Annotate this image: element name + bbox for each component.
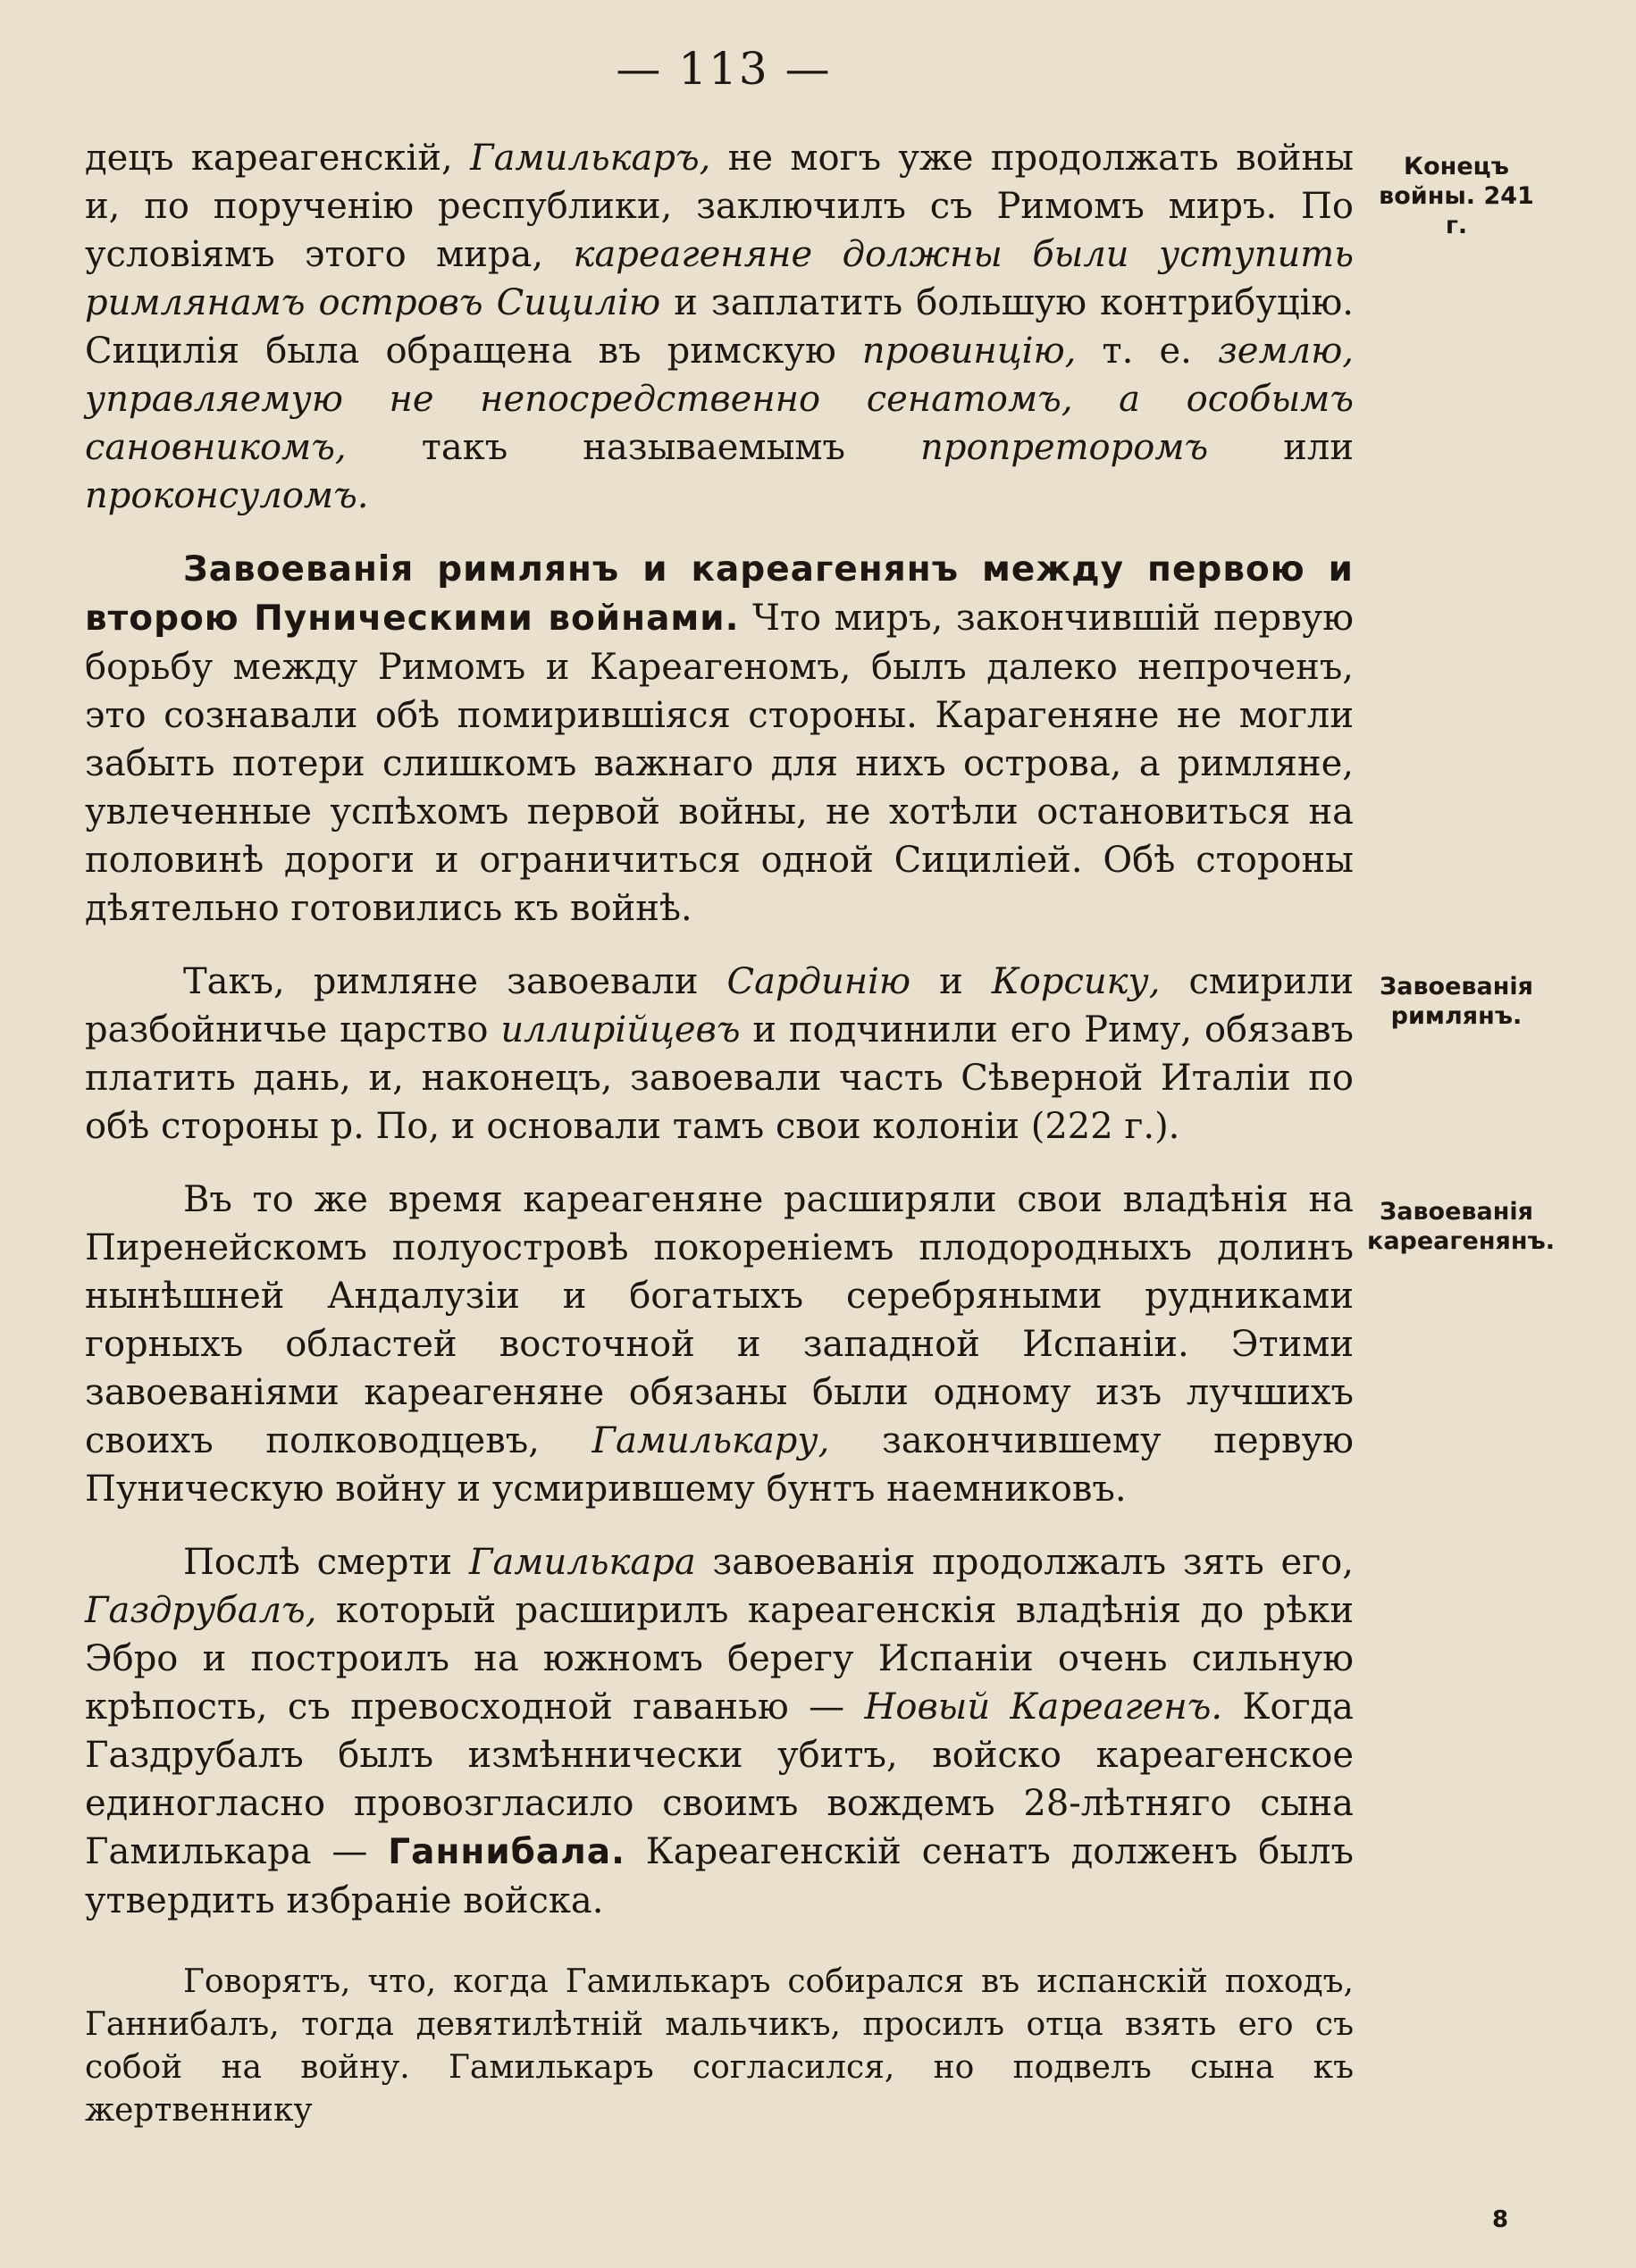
signature-mark: 8 bbox=[1492, 2206, 1509, 2233]
page-number: — 113 — bbox=[616, 43, 832, 95]
paragraph-hasdrubal-hannibal: Послѣ смерти Гамилькара завоеванія продолжалъ зять его, Газдрубалъ, который расширилъ кареагенскія владѣнія до рѣки Эбро и построилъ на южномъ берегу Испаніи очень сильную крѣпость, съ превосходной гаванью — Новый Кареагенъ. Когда Газдрубалъ былъ измѣннически убитъ, войско кареагенское единогласно провозгласило своимъ вождемъ 28-лѣтняго сына Гамилькара — Ганнибала. Кареагенскій сенатъ долженъ былъ утвердить избраніе войска. bbox=[85, 1542, 1355, 1921]
main-text bbox=[85, 134, 1354, 2164]
margin-note-end-of-war: Конецъ войны. 241 г. bbox=[1379, 153, 1534, 239]
margin-note-roman-conquests: Завоеванія римлянъ. bbox=[1380, 973, 1533, 1030]
paragraph-end-of-war: децъ кареагенскій, Гамилькаръ, не могъ уже продолжать войны и, по порученію республики, заключилъ съ Римомъ миръ. По условіямъ этого мира, кареагеняне должны были уступить римлянамъ островъ Сицилію и заплатить большую контрибуцію. Сицилія была обращена въ римскую провинцію, т. е. землю, управляемую не непосредственно сенатомъ, а особымъ сановникомъ, такъ называемымъ пропреторомъ или проконсуломъ. bbox=[85, 138, 1355, 516]
paragraph-small-print: Говорятъ, что, когда Гамилькаръ собирался въ испанскій походъ, Ганнибалъ, тогда девятилѣтній мальчикъ, просилъ отца взять его съ собой на войну. Гамилькаръ согласился, но подвелъ сына къ жертвеннику bbox=[85, 1963, 1354, 2129]
paragraph-carthaginian-conquests: Въ то же время кареагеняне расширяли свои владѣнія на Пиренейскомъ полуостровѣ покореніемъ плодородныхъ долинъ нынѣшней Андалузіи и богатыхъ серебряными рудниками горныхъ областей восточной и западной Испаніи. Этими завоеваніями кареагеняне обязаны были одному изъ лучшихъ своихъ полководцевъ, Гамилькару, закончившему первую Пуническую войну и усмирившему бунтъ наемниковъ. bbox=[85, 1179, 1354, 1510]
paragraph-roman-conquests: Такъ, римляне завоевали Сардинію и Корсику, смирили разбойничье царство иллирійцевъ и подчинили его Риму, обязавъ платить дань, и, наконецъ, завоевали часть Сѣверной Италіи по обѣ стороны р. По, и основали тамъ свои колоніи (222 г.). bbox=[85, 961, 1355, 1147]
section-heading: Завоеванія римлянъ и кареагенянъ между первою и второю Пуническими войнами. bbox=[85, 549, 1354, 639]
paragraph-conquests-between-wars: Завоеванія римлянъ и кареагенянъ между первою и второю Пуническими войнами. Что миръ, закончившій первую борьбу между Римомъ и Кареагеномъ, былъ далеко непроченъ, это сознавали обѣ помирившіяся стороны. Карагеняне не могли забыть потери слишкомъ важнаго для нихъ острова, а римляне, увлеченные успѣхомъ первой войны, не хотѣли остановиться на половинѣ дороги и ограничиться одной Сициліей. Обѣ стороны дѣятельно готовились къ войнѣ. bbox=[85, 549, 1354, 929]
margin-note-carthaginian-conquests: Завоеванія кареагенянъ. bbox=[1367, 1198, 1556, 1255]
